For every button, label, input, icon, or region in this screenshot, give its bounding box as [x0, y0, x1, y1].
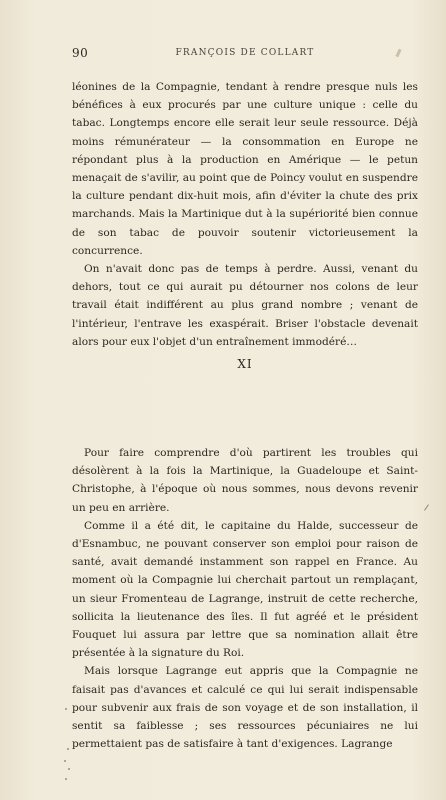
paragraph: Pour faire comprendre d'où partirent les troubles qui désolèrent à la fois la Martinique, la Guadeloupe et Saint-Christophe, à l'époque où nous sommes, nous devons revenir un peu en arrière.: [72, 447, 418, 514]
running-title: FRANÇOIS DE COLLART: [175, 48, 315, 58]
paragraph-continuation: léonines de la Compagnie, tendant à rendre presque nuls les bénéfices à eux procurés par une culture unique : celle du tabac. Longtemps encore elle serait leur seule ressource. Déjà moins rémunérateur — la consommation en Europe ne répondant plus à la production en Amérique — le petun menaçait de s'avilir, au point que de Poincy voulut en suspendre la culture pendant dix-huit mois, afin d'éviter la chute des prix marchands. Mais la Martinique dut à la supériorité bien connue de son tabac de pouvoir soutenir victorieusement la concurrence.: [72, 81, 418, 257]
section-heading: XI: [237, 357, 253, 371]
page-header: [72, 46, 418, 62]
paragraph: On n'avait donc pas de temps à perdre. Aussi, venant du dehors, tout ce qui aurait pu détourner nos colons de leur travail était indifférent au plus grand nombre ; venant de l'intérieur, l'entrave les exaspérait. Briser l'obstacle devenait alors pour eux l'objet d'un entraînement immodéré…: [72, 263, 418, 348]
body-text-top: [72, 78, 418, 351]
paper-specks: [63, 708, 71, 788]
margin-pencil-mark: [424, 504, 429, 510]
page-number: 90: [72, 46, 89, 60]
paragraph: Comme il a été dit, le capitaine du Halde, successeur de d'Esnambuc, ne pouvant conserver son emploi pour raison de santé, avait demandé instamment son rappel en France. Au moment où la Compagnie lui cherchait partout un remplaçant, un sieur Fromenteau de Lagrange, instruit de cette recherche, sollicita la lieutenance des îles. Il fut agréé et le président Fouquet lui assura par lettre que sa nomination allait être présentée à la signature du Roi.: [72, 519, 418, 660]
paragraph: Mais lorsque Lagrange eut appris que la Compagnie ne faisait pas d'avances et calculé ce qui lui serait indispensable pour subvenir aux frais de son voyage et de son installation, il sentit sa faiblesse ; ses ressources pécuniaires ne lui permettaient pas de satisfaire à tant d'exigences. Lagrange: [72, 665, 418, 751]
body-text-bottom: [72, 444, 418, 753]
